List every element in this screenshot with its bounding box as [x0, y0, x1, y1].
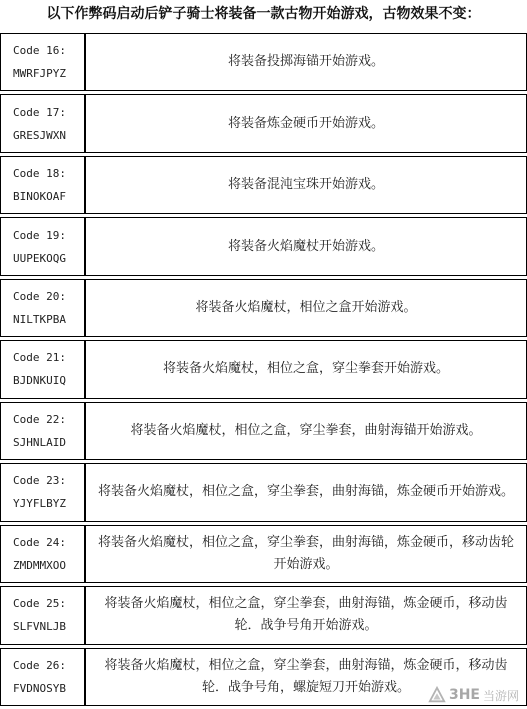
table-row — [0, 402, 527, 460]
effect-description: 将装备火焰魔杖，相位之盒，穿尘拳套，曲射海锚，炼金硬币，移动齿轮．战争号角，螺旋短刀开始游戏。 — [85, 648, 527, 706]
effect-description: 将装备火焰魔杖开始游戏。 — [85, 217, 527, 275]
code-cell — [0, 94, 85, 152]
table-row — [0, 217, 527, 275]
table-row — [0, 156, 527, 214]
watermark-logo: 3HE — [448, 687, 480, 703]
code-cell — [0, 525, 85, 583]
table-row — [0, 33, 527, 91]
effect-description: 将装备火焰魔杖，相位之盒，穿尘拳套，曲射海锚，炼金硬币，移动齿轮开始游戏。 — [85, 525, 527, 583]
code-label: Code 26: — [13, 658, 66, 672]
code-cell — [0, 217, 85, 275]
cheat-code: MWRFJPYZ — [13, 67, 66, 81]
code-cell — [0, 279, 85, 337]
code-label: Code 22: — [13, 412, 66, 426]
effect-description: 将装备火焰魔杖，相位之盒，穿尘拳套，曲射海锚，炼金硬币开始游戏。 — [85, 463, 527, 521]
cheat-code: BJDNKUIQ — [13, 374, 66, 388]
effect-description: 将装备投掷海锚开始游戏。 — [85, 33, 527, 91]
table-row — [0, 463, 527, 521]
code-label: Code 23: — [13, 474, 66, 488]
code-label: Code 19: — [13, 228, 66, 242]
code-label: Code 20: — [13, 290, 66, 304]
cheat-code: UUPEKOQG — [13, 251, 66, 265]
code-cell — [0, 586, 85, 644]
cheat-code: NILTKPBA — [13, 313, 66, 327]
cheat-code: GRESJWXN — [13, 128, 66, 142]
table-row — [0, 279, 527, 337]
effect-description: 将装备混沌宝珠开始游戏。 — [85, 156, 527, 214]
effect-description: 将装备火焰魔杖，相位之盒，穿尘拳套开始游戏。 — [85, 340, 527, 398]
code-cell — [0, 33, 85, 91]
code-cell — [0, 463, 85, 521]
page-title: 以下作弊码启动后铲子骑士将装备一款古物开始游戏，古物效果不变： — [46, 6, 481, 22]
cheat-code: FVDNOSYB — [13, 681, 66, 695]
code-label: Code 16: — [13, 44, 66, 58]
code-label: Code 17: — [13, 105, 66, 119]
cheat-code: BINOKOAF — [13, 190, 66, 204]
table-row — [0, 340, 527, 398]
table-row — [0, 586, 527, 644]
code-cell — [0, 340, 85, 398]
effect-description: 将装备火焰魔杖，相位之盒，穿尘拳套，曲射海锚，炼金硬币，移动齿轮．战争号角开始游戏。 — [85, 586, 527, 644]
code-cell — [0, 648, 85, 706]
code-label: Code 25: — [13, 597, 66, 611]
code-label: Code 21: — [13, 351, 66, 365]
effect-description: 将装备火焰魔杖，相位之盒开始游戏。 — [85, 279, 527, 337]
watermark-site-name: 当游网 — [482, 688, 519, 703]
cheat-code-rows — [0, 33, 527, 706]
code-cell — [0, 156, 85, 214]
code-label: Code 18: — [13, 167, 66, 181]
site-watermark — [428, 684, 519, 706]
effect-description: 将装备火焰魔杖，相位之盒，穿尘拳套，曲射海锚开始游戏。 — [85, 402, 527, 460]
cheat-code: ZMDMMXOO — [13, 558, 66, 572]
cheat-code: SLFVNLJB — [13, 620, 66, 634]
table-row — [0, 525, 527, 583]
table-row — [0, 94, 527, 152]
effect-description: 将装备炼金硬币开始游戏。 — [85, 94, 527, 152]
cheat-code: YJYFLBYZ — [13, 497, 66, 511]
triangle-logo-icon — [428, 686, 446, 704]
cheat-code: SJHNLAID — [13, 435, 66, 449]
cheat-code-table — [0, 30, 527, 709]
code-cell — [0, 402, 85, 460]
code-label: Code 24: — [13, 535, 66, 549]
